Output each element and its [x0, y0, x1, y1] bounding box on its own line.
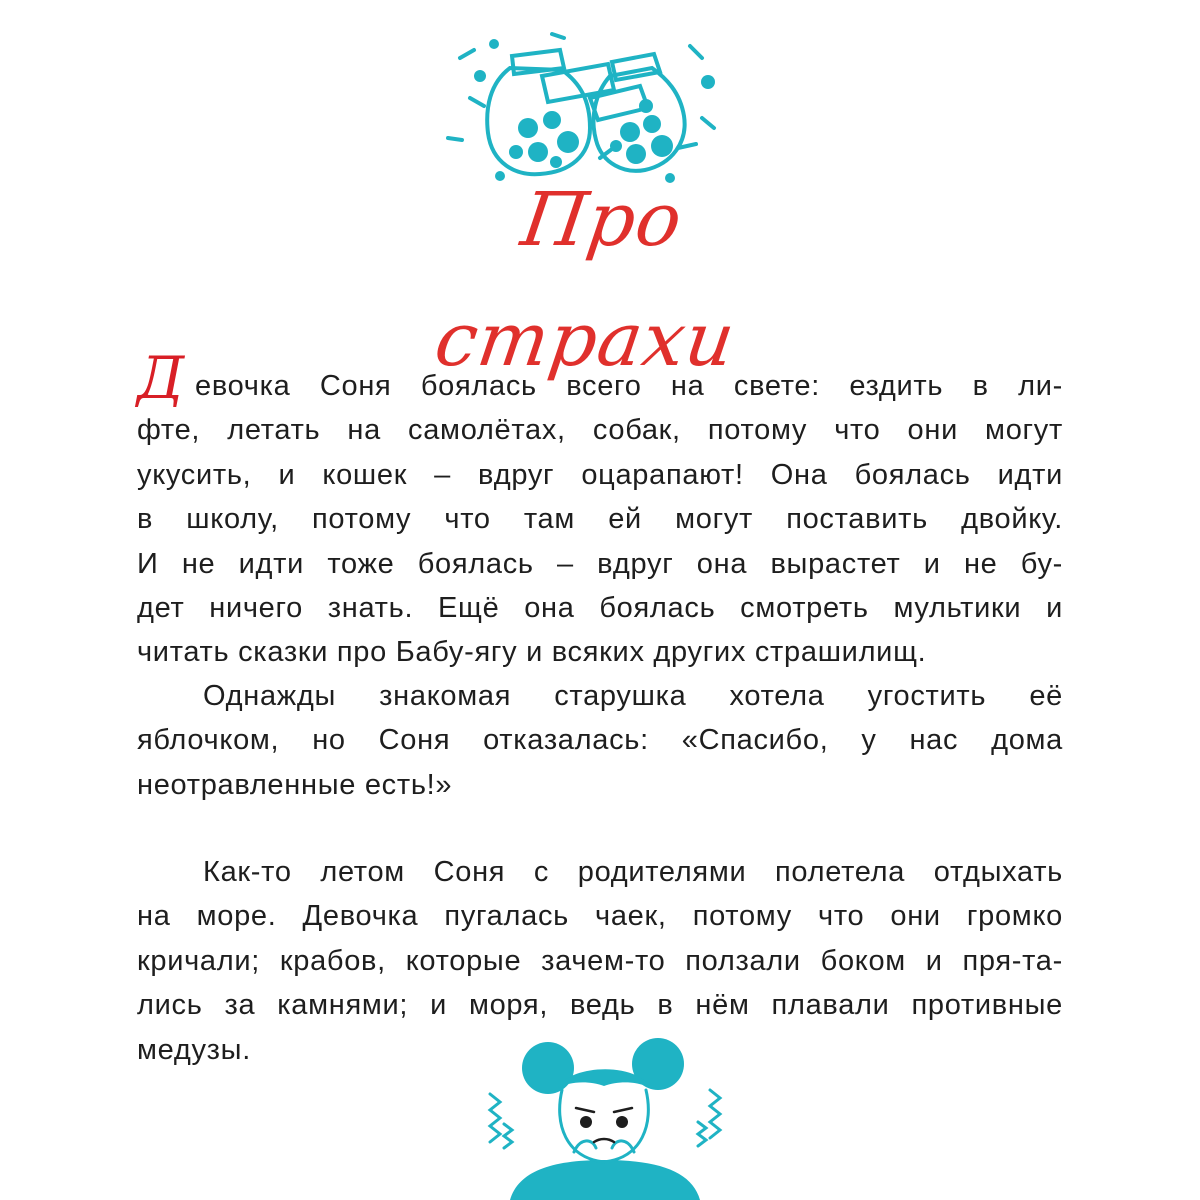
text-line: лись за камнями; и моря, ведь в нём плавали противные: [137, 989, 1063, 1022]
paragraph-2: [137, 674, 1063, 807]
text-line: кричали; крабов, которые зачем-то ползали боком и пря-та-: [137, 944, 1063, 977]
text-line: фте, летать на самолётах, собак, потому что они могут: [137, 414, 1063, 447]
text-line: дет ничего знать. Ещё она боялась смотреть мультики и: [137, 591, 1063, 624]
text-line: яблочком, но Соня отказалась: «Спасибо, у нас дома: [137, 724, 1063, 757]
text-line: Однажды знакомая старушка хотела угостить её: [203, 680, 1063, 712]
scared-girl-illustration: [470, 1034, 740, 1200]
text-line: медузы.: [137, 1033, 251, 1066]
text-line: неотравленные есть!»: [137, 768, 453, 801]
chapter-title: [390, 160, 810, 383]
text-line: на море. Девочка пугалась чаек, потому что они громко: [137, 900, 1063, 933]
text-line: читать сказки про Бабу-ягу и всяких других страшилищ.: [137, 636, 927, 669]
text-line: укусить, и кошек – вдруг оцарапают! Она боялась идти: [137, 458, 1063, 491]
text-line: И не идти тоже боялась – вдруг она вырастет и не бу-: [137, 547, 1063, 580]
text-line: в школу, потому что там ей могут поставить двойку.: [137, 503, 1063, 536]
text-line: Как-то летом Соня с родителями полетела отдыхать: [203, 856, 1063, 888]
text-line: евочка Соня боялась всего на свете: ездить в ли-: [195, 370, 1063, 402]
paragraph-1: [137, 364, 1063, 675]
drop-cap: Д: [137, 344, 185, 412]
chapter-title-text: Про страхи: [429, 177, 741, 383]
